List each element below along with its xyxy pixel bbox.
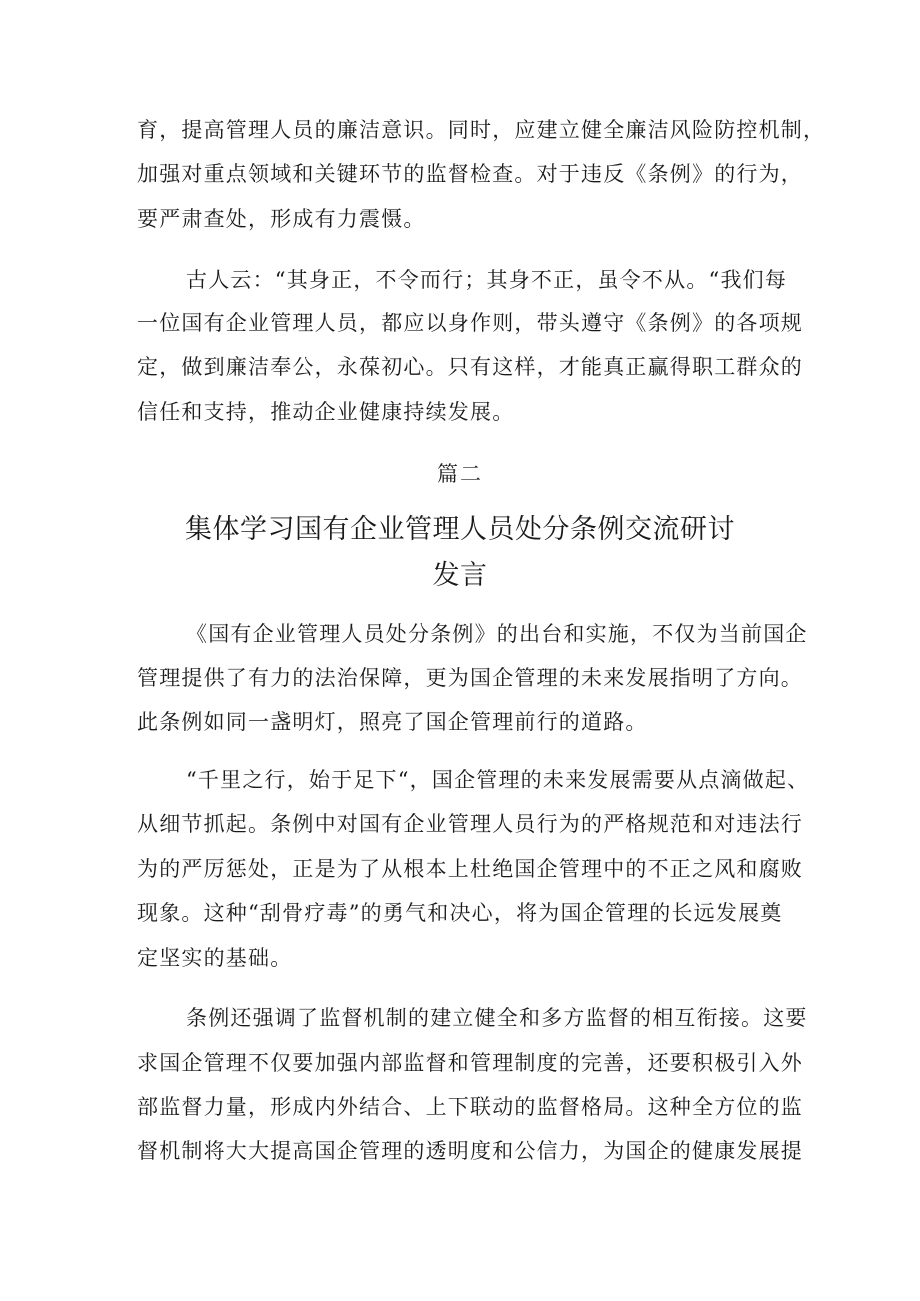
paragraph-line: 定坚实的基础。: [137, 946, 293, 970]
paragraph-line: 为的严厉惩处，正是为了从根本上杜绝国企管理中的不正之风和腐败: [137, 857, 803, 881]
section-label: 篇二: [437, 462, 483, 486]
heading-line-1: 集体学习国有企业管理人员处分条例交流研讨: [185, 514, 735, 545]
paragraph-line: 从细节抓起。条例中对国有企业管理人员行为的严格规范和对违法行: [137, 812, 803, 836]
paragraph-line: 加强对重点领域和关键环节的监督检查。对于违反《条例》的行为，: [137, 162, 803, 186]
paragraph-line: 育，提高管理人员的廉洁意识。同时，应建立健全廉洁风险防控机制，: [137, 118, 826, 142]
paragraph-line: 条例还强调了监督机制的建立健全和多方监督的相互衔接。这要: [186, 1006, 808, 1030]
paragraph-line: 定，做到廉洁奉公，永葆初心。只有这样，才能真正赢得职工群众的: [137, 355, 803, 379]
paragraph-line: 要严肃查处，形成有力震慑。: [137, 207, 426, 231]
paragraph-line: 管理提供了有力的法治保障，更为国企管理的未来发展指明了方向。: [137, 666, 803, 690]
paragraph-line: 督机制将大大提高国企管理的透明度和公信力，为国企的健康发展提: [137, 1139, 803, 1163]
heading-line-2: 发言: [432, 560, 488, 591]
paragraph-line: 《国有企业管理人员处分条例》的出台和实施，不仅为当前国企: [186, 622, 808, 646]
paragraph-line: 现象。这种“刮骨疗毒”的勇气和决心，将为国企管理的长远发展奠: [137, 901, 783, 925]
paragraph-line: 古人云：“其身正，不令而行；其身不正，虽令不从。“我们每: [186, 268, 788, 292]
paragraph-line: 信任和支持，推动企业健康持续发展。: [137, 400, 515, 424]
paragraph-line: 部监督力量，形成内外结合、上下联动的监督格局。这种全方位的监: [137, 1095, 803, 1119]
paragraph-line: “千里之行，始于足下“，国企管理的未来发展需要从点滴做起、: [186, 768, 810, 792]
paragraph-line: 此条例如同一盏明灯，照亮了国企管理前行的道路。: [137, 710, 648, 734]
paragraph-line: 求国企管理不仅要加强内部监督和管理制度的完善，还要积极引入外: [137, 1051, 803, 1075]
paragraph-line: 一位国有企业管理人员，都应以身作则，带头遵守《条例》的各项规: [137, 311, 803, 335]
